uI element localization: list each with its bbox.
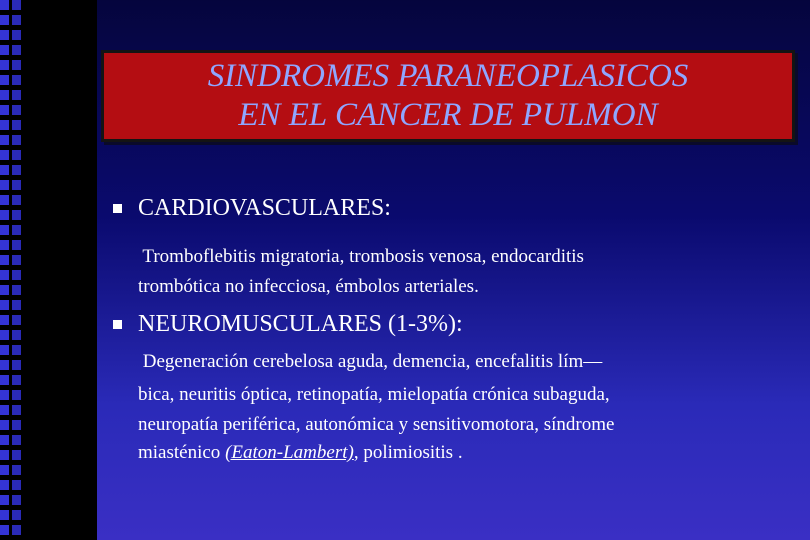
section-text-line: trombótica no infecciosa, émbolos arteriales. [138,276,479,297]
section-heading-cardiovasculares: CARDIOVASCULARES: [138,195,391,221]
slide-title-box [101,50,795,142]
bullet-square-icon [113,204,122,213]
emphasis-eaton-lambert: (Eaton-Lambert) [225,442,354,463]
bullet-square-icon [113,320,122,329]
section-text-line: Tromboflebitis migratoria, trombosis venosa, endocarditis [138,246,584,267]
text-segment: , polimiositis . [353,442,463,463]
section-text-line: Degeneración cerebelosa aguda, demencia, encefalitis lím— [138,351,603,372]
slide-title-line-2: EN EL CANCER DE PULMON [238,97,658,133]
section-heading-neuromusculares: NEUROMUSCULARES (1-3%): [138,311,463,337]
slide-content [103,148,791,478]
section-text-line: neuropatía periférica, autonómica y sensitivomotora, síndrome [138,414,615,435]
decorative-square-column [0,0,22,540]
section-text-line-last [138,441,463,465]
text-segment: miasténico [138,442,226,463]
slide-title-line-1: SINDROMES PARANEOPLASICOS [207,58,689,94]
section-text-line: bica, neuritis óptica, retinopatía, mielopatía crónica subaguda, [138,384,610,405]
